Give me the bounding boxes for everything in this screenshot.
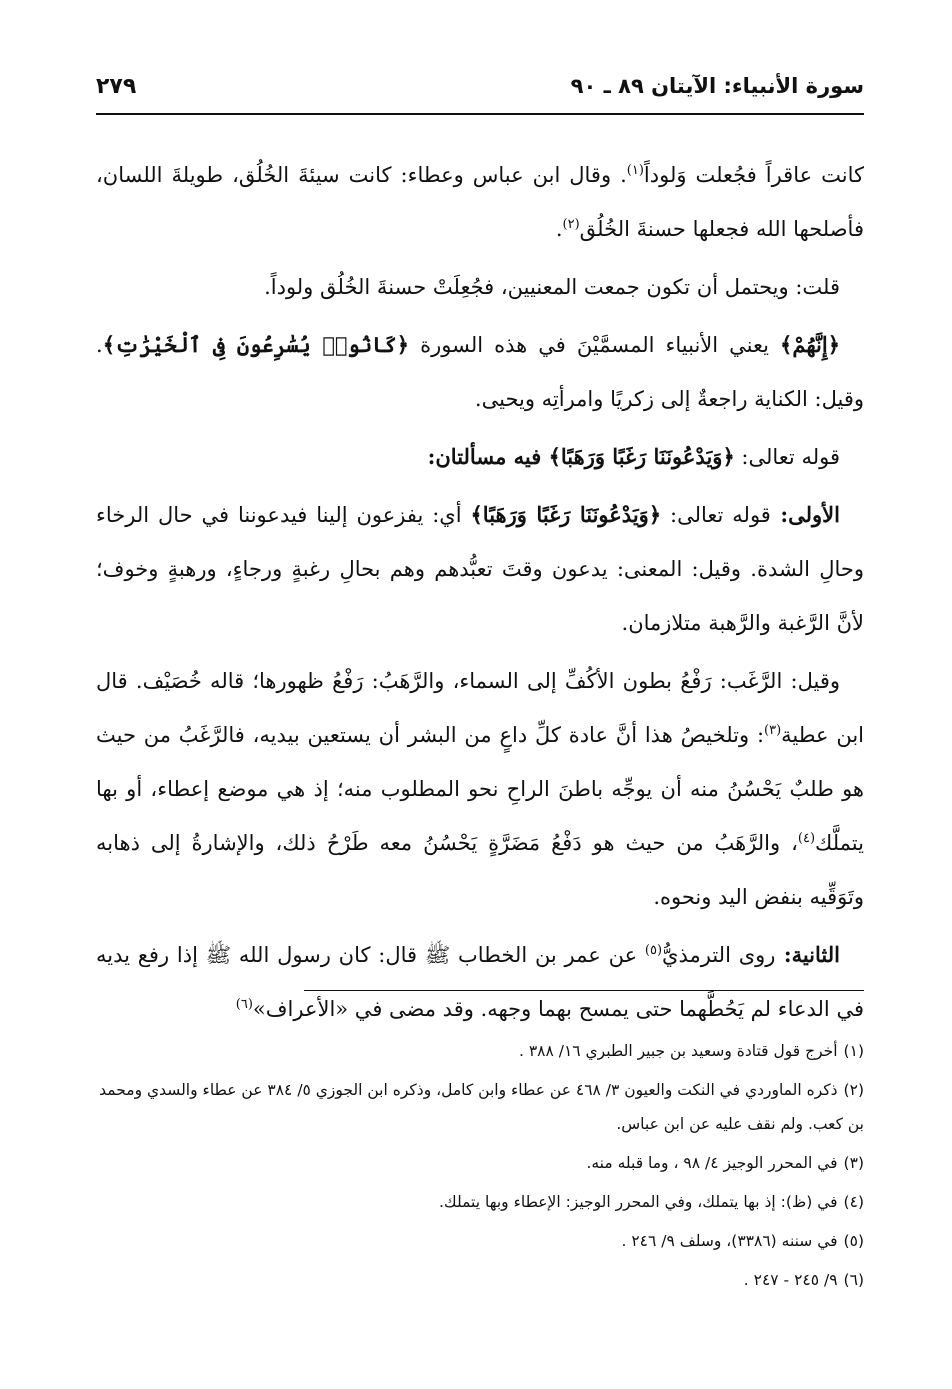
text-run: قوله تعالى:	[661, 503, 771, 527]
footnote-number: (٢)	[843, 1081, 864, 1099]
paragraph	[96, 148, 864, 256]
footnote-rule	[304, 990, 864, 991]
text-run: وقيل: الرَّغَب: رَفْعُ بطون الأكُفِّ إلى السماء، والرَّهَبُ: رَفْعُ ظهورها؛ قاله خُصَيْف. قال ابن عطية	[96, 669, 864, 747]
footnote-ref: (٣)	[764, 723, 782, 738]
footnote-text: ٩/ ٢٤٥ - ٢٤٧ .	[743, 1271, 838, 1289]
bold-heading: الثانية:	[775, 942, 840, 967]
footnote-number: (٦)	[843, 1271, 864, 1289]
bold-heading: الأولى:	[770, 502, 840, 527]
quran-verse: وَيَدْعُونَنَا رَغَبًا وَرَهَبًا	[482, 502, 649, 527]
footnote-number: (٥)	[843, 1232, 864, 1250]
main-text	[96, 148, 864, 1040]
text-run: أي: يفزعون إلينا فيدعوننا في حال الرخاء وحالِ الشدة. وقيل: المعنى: يدعون وقتَ تعبُّدهم وهم بحالِ رغبةٍ ورجاءٍ، ورهبةٍ وخوف؛ لأنَّ الرَّغبة والرَّهبة متلازمان.	[96, 503, 864, 635]
footnote	[96, 1185, 864, 1219]
paragraph	[96, 654, 864, 924]
text-run: عن عمر بن الخطاب ﷺ قال: كان رسول الله ﷺ إذا رفع يديه في الدعاء لم يَحُطَّهما حتى يمسح بهما وجهه. وقد مضى في «الأعراف»	[96, 943, 864, 1021]
quran-bracket: ﴾	[548, 444, 561, 469]
footnote-text: أخرج قول قتادة وسعيد بن جبير الطبري ١٦/ ٣٨٨ .	[518, 1042, 838, 1060]
footnote-ref: (٢)	[562, 217, 580, 232]
footnote-number: (٣)	[843, 1154, 864, 1172]
footnote-text: ذكره الماوردي في النكت والعيون ٣/ ٤٦٨ عن عطاء وابن كامل، وذكره ابن الجوزي ٥/ ٣٨٤ عن عطاء والسدي ومحمد بن كعب. ولم نقف عليه عن ابن عباس.	[99, 1081, 864, 1133]
footnote	[96, 1263, 864, 1297]
text-run: . وقيل: الكناية راجعةٌ إلى زكريًا وامرأتِه ويحيى.	[96, 333, 864, 411]
quran-verse: كَانُوا۟ يُسَٰرِعُونَ فِى ٱلْخَيْرَٰتِ	[115, 332, 397, 357]
page-number: ٢٧٩	[96, 74, 137, 99]
text-run: كانت عاقراً فجُعلت وَلوداً	[643, 163, 864, 187]
quran-bracket: ﴿	[827, 332, 840, 357]
footnote-ref: (٥)	[644, 943, 663, 958]
text-run: روى الترمذيُّ	[662, 943, 776, 967]
text-run: . وقال ابن عباس وعطاء: كانت سيئةَ الخُلُق، طويلةَ اللسان، فأصلحها الله فجعلها حسنةَ الخُلُق	[96, 163, 864, 241]
quran-bracket: ﴾	[780, 332, 793, 357]
quran-bracket: ﴿	[648, 502, 662, 527]
quran-bracket: ﴿	[396, 332, 410, 357]
page-header	[96, 70, 864, 110]
quran-bracket: ﴾	[470, 502, 483, 527]
text-run: يعني الأنبياء المسمَّيْنَ في هذه السورة	[409, 333, 781, 357]
footnote	[96, 1034, 864, 1068]
paragraph	[96, 318, 864, 426]
paragraph	[96, 260, 864, 314]
footnote-number: (٤)	[843, 1193, 864, 1211]
quran-bracket: ﴾	[102, 332, 115, 357]
footnote-number: (١)	[843, 1042, 864, 1060]
bold-heading: فيه مسألتان:	[427, 444, 549, 469]
quran-verse: وَيَدْعُونَنَا رَغَبًا وَرَهَبًا	[560, 444, 723, 469]
footnote	[96, 1073, 864, 1141]
footnote	[96, 1224, 864, 1258]
text-run: ، والرَّهَبُ من حيث هو دَفْعُ مَضَرَّةٍ يَحْسُنُ معه طَرْحُ ذلك، والإشارةُ إلى ذهابه وتَوَقِّيه بنفض اليد ونحوه.	[96, 831, 864, 909]
quran-verse: إِنَّهُمْ	[792, 332, 828, 357]
running-title: سورة الأنبياء: الآيتان ٨٩ ـ ٩٠	[570, 74, 864, 98]
text-run: قوله تعالى:	[734, 445, 840, 469]
footnote-ref: (٤)	[797, 831, 816, 846]
footnote-text: في سننه (٣٣٨٦)، وسلف ٩/ ٢٤٦ .	[621, 1232, 838, 1250]
footnote	[96, 1146, 864, 1180]
paragraph	[96, 430, 864, 484]
footnote-ref: (١)	[626, 163, 644, 178]
paragraph	[96, 488, 864, 650]
paragraph	[96, 928, 864, 1036]
footnote-text: في المحرر الوجيز ٤/ ٩٨ ، وما قبله منه.	[586, 1154, 838, 1172]
text-run: .	[555, 217, 563, 241]
footnotes	[96, 1034, 864, 1302]
footnote-ref: (٦)	[235, 997, 253, 1012]
footnote-text: في (ظ): إذ بها يتملك، وفي المحرر الوجيز: الإعطاء وبها يتملك.	[438, 1193, 838, 1211]
header-rule	[96, 113, 864, 115]
text-run: : وتلخيصُ هذا أنَّ عادة كلِّ داعٍ من البشر أن يستعين بيديه، فالرَّغَبُ من حيث هو طلبٌ يَحْسُنُ منه أن يوجِّه باطنَ الراحِ نحو المطلوب منه؛ إذ هي موضع إعطاء، أو بها يتملَّك	[96, 723, 864, 855]
text-run: قلت: ويحتمل أن تكون جمعت المعنيين، فجُعِلَتْ حسنةَ الخُلُق ولوداً.	[264, 275, 840, 299]
quran-bracket: ﴿	[722, 444, 735, 469]
